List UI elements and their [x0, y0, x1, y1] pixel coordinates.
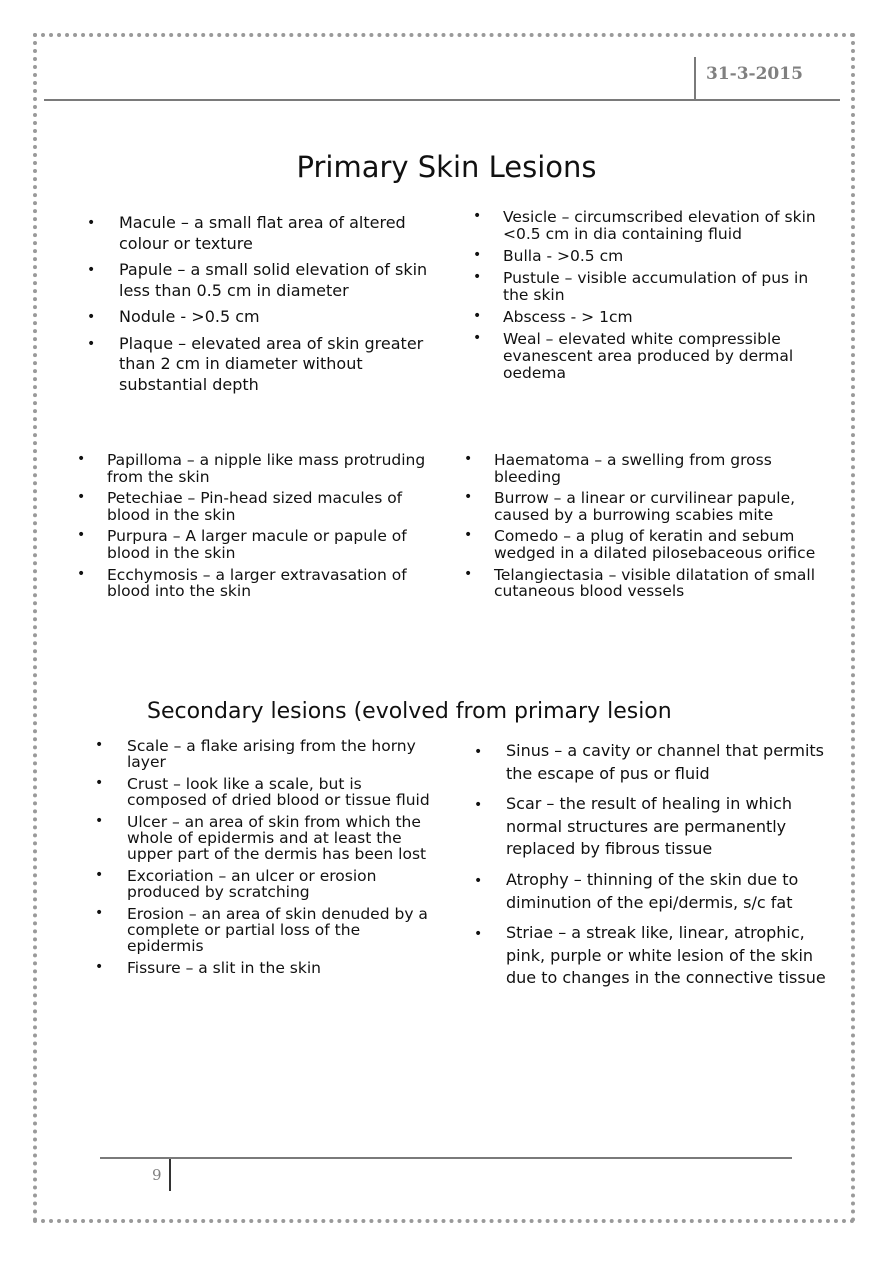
secondary-title: Secondary lesions (evolved from primary lesion — [147, 699, 672, 724]
list-item: • Atrophy – thinning of the skin due to diminution of the epi/dermis, s/c fat — [506, 869, 826, 914]
list-item: • Scar – the result of healing in which normal structures are permanently replaced by fibrous tissue — [506, 793, 826, 861]
header-rule — [44, 99, 840, 101]
footer-separator — [169, 1159, 171, 1191]
list-item: • Haematoma – a swelling from gross bleeding — [494, 452, 824, 485]
primary-list-left-top — [119, 213, 449, 401]
list-item: • Weal – elevated white compressible evanescent area produced by dermal oedema — [503, 331, 823, 382]
list-item: • Comedo – a plug of keratin and sebum wedged in a dilated pilosebaceous orifice — [494, 528, 824, 561]
list-item: • Burrow – a linear or curvilinear papule, caused by a burrowing scabies mite — [494, 490, 824, 523]
secondary-list-right — [506, 740, 826, 998]
primary-list-right-top — [503, 209, 823, 387]
primary-list-right-bottom — [494, 452, 824, 605]
list-item: • Bulla - >0.5 cm — [503, 248, 823, 265]
list-item: • Erosion – an area of skin denuded by a complete or partial loss of the epidermis — [127, 906, 437, 955]
list-item: • Vesicle – circumscribed elevation of skin <0.5 cm in dia containing fluid — [503, 209, 823, 243]
list-item: • Papilloma – a nipple like mass protruding from the skin — [107, 452, 442, 485]
list-item: • Papule – a small solid elevation of skin less than 0.5 cm in diameter — [119, 260, 449, 301]
header-separator — [694, 57, 696, 100]
list-item: • Telangiectasia – visible dilatation of small cutaneous blood vessels — [494, 567, 824, 600]
list-item: • Excoriation – an ulcer or erosion produced by scratching — [127, 868, 437, 901]
list-item: • Macule – a small flat area of altered colour or texture — [119, 213, 449, 254]
list-item: • Sinus – a cavity or channel that permits the escape of pus or fluid — [506, 740, 826, 785]
primary-title: Primary Skin Lesions — [296, 150, 597, 184]
list-item: • Pustule – visible accumulation of pus in the skin — [503, 270, 823, 304]
list-item: • Striae – a streak like, linear, atrophic, pink, purple or white lesion of the skin due to changes in the connective tissue — [506, 922, 826, 990]
list-item: • Scale – a flake arising from the horny layer — [127, 738, 437, 771]
list-item: • Petechiae – Pin-head sized macules of blood in the skin — [107, 490, 442, 523]
list-item: • Abscess - > 1cm — [503, 309, 823, 326]
list-item: • Nodule - >0.5 cm — [119, 307, 449, 328]
page-number: 9 — [152, 1166, 162, 1184]
list-item: • Ulcer – an area of skin from which the whole of epidermis and at least the upper part of the dermis has been lost — [127, 814, 437, 863]
list-item: • Purpura – A larger macule or papule of blood in the skin — [107, 528, 442, 561]
header-date: 31-3-2015 — [706, 64, 803, 84]
list-item: • Plaque – elevated area of skin greater than 2 cm in diameter without substantial depth — [119, 334, 449, 396]
list-item: • Ecchymosis – a larger extravasation of blood into the skin — [107, 567, 442, 600]
footer-rule — [100, 1157, 792, 1159]
list-item: • Fissure – a slit in the skin — [127, 960, 437, 976]
secondary-list-left — [127, 738, 437, 981]
list-item: • Crust – look like a scale, but is composed of dried blood or tissue fluid — [127, 776, 437, 809]
primary-list-left-bottom — [107, 452, 442, 605]
